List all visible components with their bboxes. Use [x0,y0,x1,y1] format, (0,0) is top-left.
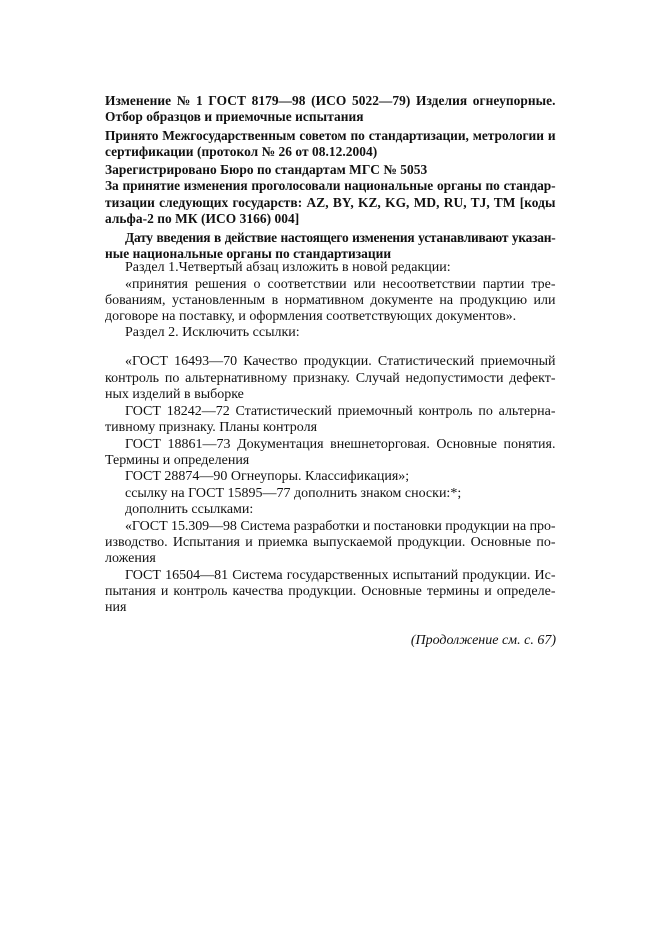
body-text-line [105,371,556,387]
body-text-line [105,584,556,600]
text-line-content: «ГОСТ 15.309—98 Система разработки и постановки продукции на про- [125,519,556,534]
text-line-content: ложения [105,551,156,566]
text-line-content: бованиям, установленным в нормативном документе на продукцию или [105,293,556,308]
body-text-line [125,502,556,518]
text-line-content: Раздел 1.Четвертый абзац изложить в новой редакции: [125,260,451,275]
body-text-line [125,277,556,293]
header-text-line [105,162,556,178]
body-text-line [125,260,556,276]
header-text-line [125,230,556,246]
text-line-content: ГОСТ 18242—72 Статистический приемочный контроль по альтерна- [125,404,556,419]
body-text-line [105,535,556,551]
body-text-line [105,387,556,403]
body-text-line [125,486,556,502]
body-text-line [105,551,556,567]
text-line-content: сертификации (протокол № 26 от 08.12.2004) [105,144,378,159]
header-text-line [105,128,556,144]
body-text-line [105,453,556,469]
text-line-content: Раздел 2. Исключить ссылки: [125,325,300,340]
body-text-line [125,404,556,420]
body-text-line [125,568,556,584]
continuation-note: (Продолжение см. с. 67) [410,633,556,648]
text-line-content: Отбор образцов и приемочные испытания [105,109,364,124]
body-text-line [125,354,556,370]
header-text-line [105,93,556,109]
body-text-line [105,309,556,325]
text-line-content: ГОСТ 28874—90 Огнеупоры. Классификация»; [125,469,410,484]
text-line-content: изводство. Испытания и приемка выпускаемой продукции. Основные по- [105,535,556,550]
body-text-line [105,600,556,616]
text-line-content: пытания и контроль качества продукции. Основные термины и определе- [105,584,556,599]
text-line-content: тизации следующих государств: AZ, BY, KZ, KG, MD, RU, TJ, TM [коды [105,195,556,210]
text-line-content: Дату введения в действие настоящего изменения устанавливают указан- [125,230,556,245]
text-line-content: Термины и определения [105,453,250,468]
text-line-content: За принятие изменения проголосовали национальные органы по стандар- [105,178,556,193]
text-line-content: договоре на поставку, и оформления соответствующих документов». [105,309,517,324]
header-text-line [105,109,556,125]
text-line-content: дополнить ссылками: [125,502,254,517]
text-line-content: «ГОСТ 16493—70 Качество продукции. Статистический приемочный [125,354,556,369]
body-text-line [105,293,556,309]
header-text-line [105,144,556,160]
body-text-line [105,420,556,436]
text-line-content: ГОСТ 16504—81 Система государственных испытаний продукции. Ис- [125,568,556,583]
header-text-line [105,178,556,194]
body-text-line [125,437,556,453]
text-line-content: Изменение № 1 ГОСТ 8179—98 (ИСО 5022—79) Изделия огнеупорные. [105,93,556,108]
text-line-content: ные национальные органы по стандартизации [105,246,392,261]
text-line-content: ния [105,600,127,615]
body-text-line [125,325,556,341]
text-line-content: Принято Межгосударственным советом по стандартизации, метрологии и [105,128,556,143]
body-text-line [125,469,556,485]
text-line-content: ных изделий в выборке [105,387,244,402]
text-line-content: ГОСТ 18861—73 Документация внешнеторговая. Основные понятия. [125,437,556,452]
text-line-content: Зарегистрировано Бюро по стандартам МГС № 5053 [105,162,428,177]
text-line-content: альфа-2 по МК (ИСО 3166) 004] [105,211,300,226]
text-line-content: «принятия решения о соответствии или несоответствии партии тре- [125,277,556,292]
text-line-content: тивному признаку. Планы контроля [105,420,318,435]
body-text-line [125,519,556,535]
text-line-content: контроль по альтернативному признаку. Случай недопустимости дефект- [105,371,556,386]
header-text-line [105,195,556,211]
text-line-content: ссылку на ГОСТ 15895—77 дополнить знаком сноски:*; [125,486,462,501]
header-text-line [105,211,556,227]
